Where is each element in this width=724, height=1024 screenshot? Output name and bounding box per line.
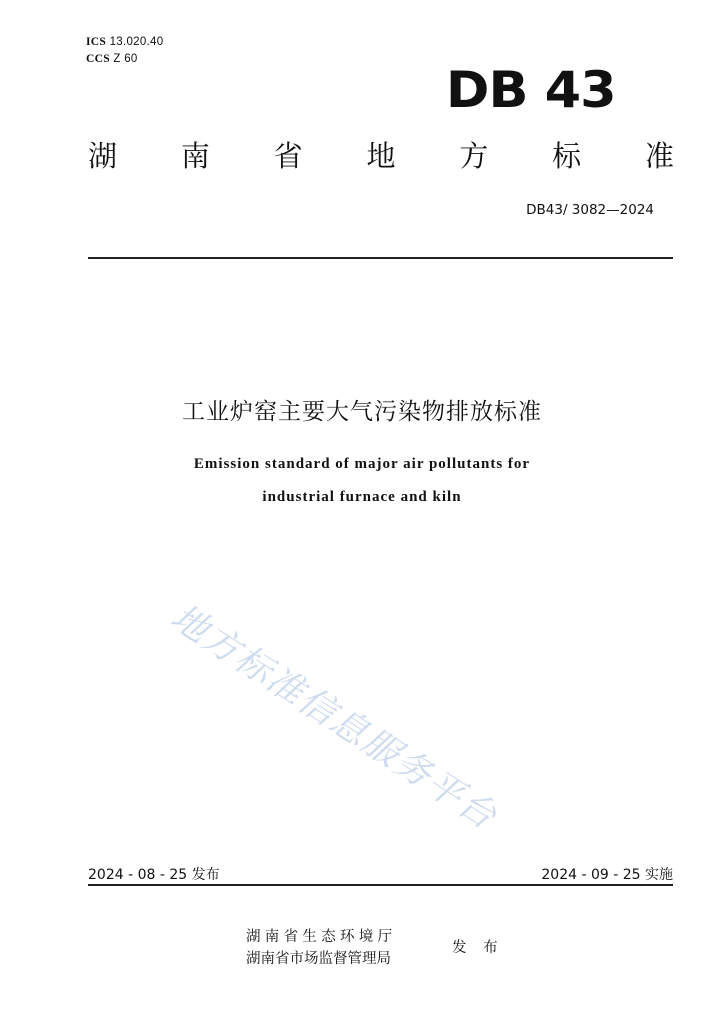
top-divider [88,257,673,259]
implementation-date: 2024 - 09 - 25 实施 [541,867,673,883]
document-title-cn: 工业炉窑主要大气污染物排放标准 [182,399,542,425]
standard-type-char: 方 [459,139,489,173]
bottom-divider [88,884,673,886]
ccs-value: Z 60 [113,53,138,65]
standard-number: DB43/ 3082—2024 [526,202,654,218]
issuer-1: 湖南省生态环境厅 [246,929,397,945]
db-logo [446,62,616,118]
db-prefix: DB [446,61,528,119]
standard-type-char: 准 [644,139,674,173]
standard-type-char: 地 [366,139,396,173]
issuer-2: 湖南省市场监督管理局 [246,951,391,967]
ccs-label: CCS [86,53,110,65]
standard-type-char: 省 [273,139,303,173]
standard-type-char: 标 [552,139,582,173]
issue-label: 发 布 [452,940,504,956]
classification-codes [86,34,163,68]
document-title-en-line1: Emission standard of major air pollutants for [193,456,531,472]
ccs-code [86,51,163,68]
ics-value: 13.020.40 [109,36,164,48]
watermark: 地方标准信息服务平台 [163,596,505,839]
standard-type-char: 湖 [88,139,118,173]
standard-type-title [88,138,674,174]
issue-date: 2024 - 08 - 25 发布 [88,867,220,883]
document-title-en-line2: industrial furnace and kiln [262,489,462,505]
db-number: 43 [545,61,616,119]
ics-code [86,34,163,51]
ics-label: ICS [86,36,107,48]
standard-type-char: 南 [180,139,210,173]
issuing-authorities [246,926,396,970]
